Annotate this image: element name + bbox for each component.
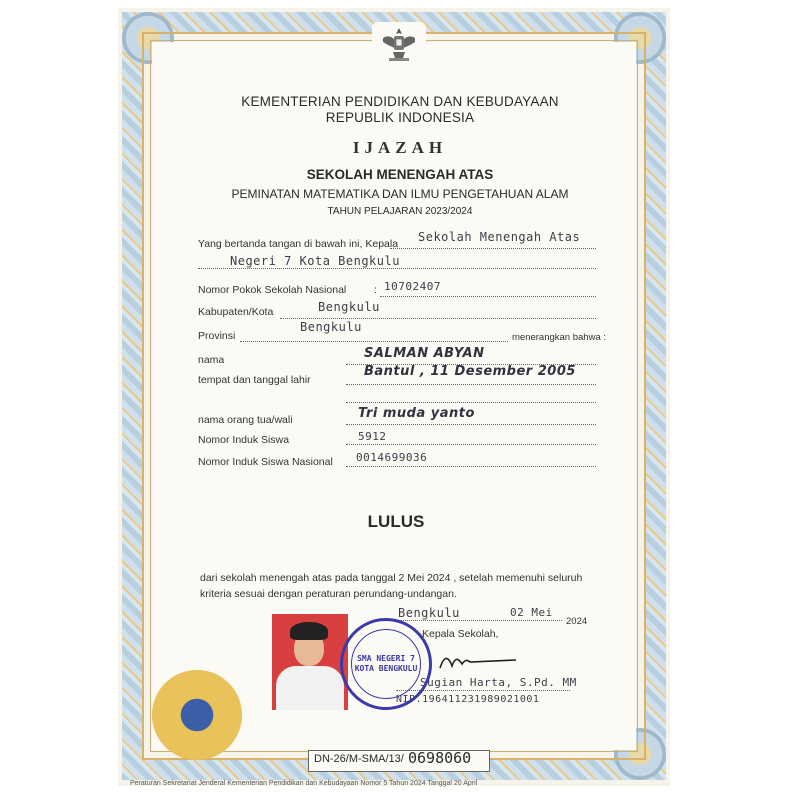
dotted-line	[390, 248, 596, 249]
signature-nip: NIP.196411231989021001	[396, 694, 540, 705]
signature-date: 02 Mei	[510, 606, 553, 619]
ministry-line-2: REPUBLIK INDONESIA	[325, 110, 475, 125]
nama-value: SALMAN ABYAN	[364, 346, 485, 361]
graduation-status: LULUS	[367, 512, 425, 531]
signature-title: Kepala Sekolah,	[422, 628, 499, 640]
footer-regulation: Peraturan Sekretariat Jenderal Kementerian Pendidikan dan Kebudayaan Nomor 5 Tahun 2024 Tanggal 20 April	[130, 780, 478, 787]
nisn-label: Nomor Induk Siswa Nasional	[198, 456, 333, 468]
signature-scribble	[436, 648, 526, 674]
statement-line-1: dari sekolah menengah atas pada tanggal 2 Mei 2024 , setelah memenuhi seluruh	[200, 572, 583, 584]
stamp-inner-ring	[351, 629, 421, 699]
nisn-value: 0014699036	[356, 451, 428, 464]
stamp-line-1: SMA NEGERI 7	[357, 654, 415, 663]
signature-year: 2024	[566, 616, 588, 627]
npsn-colon: :	[374, 284, 377, 296]
dotted-line	[346, 384, 596, 385]
npsn-value: 10702407	[384, 280, 441, 293]
school-name-line-2: Negeri 7 Kota Bengkulu	[230, 254, 400, 268]
nis-value: 5912	[358, 430, 387, 443]
garuda-emblem-icon	[372, 22, 426, 66]
dotted-line	[280, 318, 596, 319]
ministry-line-1: KEMENTERIAN PENDIDIKAN DAN KEBUDAYAAN	[241, 94, 559, 109]
academic-year: TAHUN PELAJARAN 2023/2024	[327, 206, 473, 217]
dotted-line	[346, 444, 596, 445]
dotted-line	[346, 402, 596, 403]
statement-line-2: kriteria sesuai dengan peraturan perundang-undangan.	[200, 588, 457, 600]
nama-label: nama	[198, 354, 225, 366]
provinsi-label: Provinsi	[198, 330, 236, 342]
dotted-line	[198, 268, 596, 269]
school-stamp	[340, 618, 432, 710]
ttl-value: Bantul , 11 Desember 2005	[364, 364, 576, 379]
stamp-line-2: KOTA BENGKULU	[354, 664, 418, 673]
ortu-value: Tri muda yanto	[358, 406, 475, 421]
signature-place: Bengkulu	[398, 606, 460, 620]
student-photo	[272, 614, 348, 710]
dotted-line	[380, 296, 596, 297]
serial-number: 0698060	[408, 749, 472, 767]
signature-name: Sugian Harta, S.Pd. MM	[420, 676, 577, 689]
ttl-label: tempat dan tanggal lahir	[198, 374, 311, 386]
serial-prefix: DN-26/M-SMA/13/	[314, 753, 404, 765]
intro-label: Yang bertanda tangan di bawah ini, Kepala	[198, 238, 399, 250]
dotted-line	[346, 466, 596, 467]
kabupaten-value: Bengkulu	[318, 300, 380, 314]
dotted-line	[346, 424, 596, 425]
tut-wuri-handayani-seal-icon	[152, 670, 242, 760]
dotted-line	[240, 341, 508, 342]
program-name: PEMINATAN MATEMATIKA DAN ILMU PENGETAHUAN ALAM	[231, 187, 569, 201]
photo-shirt	[276, 666, 344, 710]
menerangkan-label: menerangkan bahwa :	[512, 332, 607, 343]
dotted-line	[396, 620, 562, 621]
ortu-label: nama orang tua/wali	[198, 414, 293, 426]
photo-hair	[290, 622, 328, 640]
school-level: SEKOLAH MENENGAH ATAS	[306, 167, 494, 182]
provinsi-value: Bengkulu	[300, 320, 362, 334]
npsn-label: Nomor Pokok Sekolah Nasional	[198, 284, 347, 296]
document-title: IJAZAH	[352, 138, 448, 157]
nis-label: Nomor Induk Siswa	[198, 434, 290, 446]
school-name-line-1: Sekolah Menengah Atas	[418, 230, 581, 244]
kabupaten-label: Kabupaten/Kota	[198, 306, 274, 318]
